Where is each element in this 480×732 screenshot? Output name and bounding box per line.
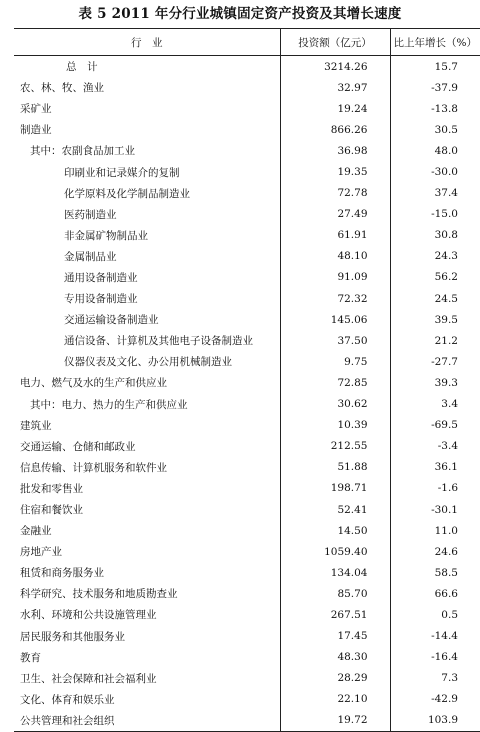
- header-industry: 行 业: [14, 29, 280, 56]
- growth-cell: -42.9: [390, 689, 480, 710]
- industry-cell: 批发和零售业: [20, 482, 83, 495]
- table-header: [14, 29, 480, 56]
- industry-cell: 其中：农副食品加工业: [30, 145, 135, 158]
- industry-cell: 租赁和商务服务业: [20, 567, 104, 580]
- investment-cell: 72.32: [280, 288, 390, 309]
- table-row: [14, 161, 480, 182]
- industry-cell: 金属制品业: [64, 250, 117, 263]
- table-row: [14, 77, 480, 98]
- growth-cell: 30.8: [390, 225, 480, 246]
- growth-cell: -27.7: [390, 351, 480, 372]
- investment-cell: 30.62: [280, 394, 390, 415]
- industry-cell: 总 计: [66, 61, 98, 74]
- growth-cell: 21.2: [390, 330, 480, 351]
- investment-cell: 145.06: [280, 309, 390, 330]
- table-row: [14, 626, 480, 647]
- investment-cell: 17.45: [280, 626, 390, 647]
- investment-cell: 27.49: [280, 204, 390, 225]
- industry-cell: 其中：电力、热力的生产和供应业: [30, 398, 188, 411]
- growth-cell: -69.5: [390, 415, 480, 436]
- table-row: [14, 394, 480, 415]
- table-row: [14, 415, 480, 436]
- industry-cell: 文化、体育和娱乐业: [20, 693, 115, 706]
- industry-cell: 非金属矿物制品业: [64, 229, 148, 242]
- table-row: [14, 478, 480, 499]
- industry-cell: 交通运输、仓储和邮政业: [20, 440, 136, 453]
- growth-cell: 39.3: [390, 372, 480, 393]
- industry-cell: 化学原料及化学制品制造业: [64, 187, 190, 200]
- growth-cell: 15.7: [390, 56, 480, 78]
- industry-cell: 医药制造业: [64, 208, 117, 221]
- investment-cell: 48.30: [280, 647, 390, 668]
- investment-cell: 134.04: [280, 562, 390, 583]
- industry-cell: 房地产业: [20, 546, 62, 559]
- investment-cell: 22.10: [280, 689, 390, 710]
- header-growth: 比上年增长（%）: [390, 29, 480, 56]
- growth-cell: -15.0: [390, 204, 480, 225]
- industry-cell: 水利、环境和公共设施管理业: [20, 609, 157, 622]
- investment-cell: 91.09: [280, 267, 390, 288]
- growth-cell: 0.5: [390, 604, 480, 625]
- growth-cell: 24.5: [390, 288, 480, 309]
- table-row: [14, 140, 480, 161]
- table-row: [14, 710, 480, 732]
- investment-cell: 10.39: [280, 415, 390, 436]
- industry-cell: 制造业: [20, 124, 52, 137]
- table-row: [14, 246, 480, 267]
- investment-cell: 14.50: [280, 520, 390, 541]
- growth-cell: 103.9: [390, 710, 480, 732]
- growth-cell: 48.0: [390, 140, 480, 161]
- investment-cell: 267.51: [280, 604, 390, 625]
- growth-cell: -30.0: [390, 161, 480, 182]
- header-investment: 投资额（亿元）: [280, 29, 390, 56]
- industry-cell: 印刷业和记录媒介的复制: [64, 166, 180, 179]
- investment-cell: 198.71: [280, 478, 390, 499]
- table-row: [14, 436, 480, 457]
- industry-cell: 采矿业: [20, 103, 52, 116]
- growth-cell: -14.4: [390, 626, 480, 647]
- growth-cell: 24.3: [390, 246, 480, 267]
- table-row: [14, 541, 480, 562]
- industry-cell: 信息传输、计算机服务和软件业: [20, 461, 167, 474]
- header-row: [14, 29, 480, 56]
- table-row: [14, 204, 480, 225]
- investment-cell: 85.70: [280, 583, 390, 604]
- investment-cell: 19.24: [280, 98, 390, 119]
- industry-cell: 仪器仪表及文化、办公用机械制造业: [64, 356, 232, 369]
- investment-cell: 72.85: [280, 372, 390, 393]
- industry-cell: 农、林、牧、渔业: [20, 82, 104, 95]
- growth-cell: 36.1: [390, 457, 480, 478]
- investment-table: [14, 28, 480, 732]
- table-row: [14, 647, 480, 668]
- table-title: 表 5 2011 年分行业城镇固定资产投资及其增长速度: [78, 6, 402, 22]
- industry-cell: 通信设备、计算机及其他电子设备制造业: [64, 335, 253, 348]
- growth-cell: 58.5: [390, 562, 480, 583]
- investment-cell: 48.10: [280, 246, 390, 267]
- investment-cell: 3214.26: [280, 56, 390, 78]
- growth-cell: 30.5: [390, 119, 480, 140]
- investment-cell: 51.88: [280, 457, 390, 478]
- growth-cell: 56.2: [390, 267, 480, 288]
- table-row: [14, 457, 480, 478]
- industry-cell: 电力、燃气及水的生产和供应业: [20, 377, 167, 390]
- growth-cell: 3.4: [390, 394, 480, 415]
- investment-cell: 72.78: [280, 183, 390, 204]
- investment-cell: 19.72: [280, 710, 390, 732]
- growth-cell: 24.6: [390, 541, 480, 562]
- industry-cell: 公共管理和社会组织: [14, 710, 280, 732]
- growth-cell: 66.6: [390, 583, 480, 604]
- growth-cell: -1.6: [390, 478, 480, 499]
- industry-cell: 卫生、社会保障和社会福利业: [20, 672, 157, 685]
- table-row: [14, 668, 480, 689]
- table-row: [14, 689, 480, 710]
- industry-cell: 教育: [20, 651, 41, 664]
- investment-cell: 36.98: [280, 140, 390, 161]
- table-row: [14, 267, 480, 288]
- growth-cell: -3.4: [390, 436, 480, 457]
- table-row: [14, 330, 480, 351]
- table-row: [14, 583, 480, 604]
- growth-cell: 39.5: [390, 309, 480, 330]
- table-row: [14, 604, 480, 625]
- industry-cell: 科学研究、技术服务和地质勘查业: [20, 588, 178, 601]
- investment-cell: 19.35: [280, 161, 390, 182]
- growth-cell: 11.0: [390, 520, 480, 541]
- table-row: [14, 119, 480, 140]
- table-row: [14, 520, 480, 541]
- table-row: [14, 288, 480, 309]
- growth-cell: -37.9: [390, 77, 480, 98]
- industry-cell: 居民服务和其他服务业: [20, 630, 125, 643]
- investment-cell: 9.75: [280, 351, 390, 372]
- table-row: [14, 351, 480, 372]
- industry-cell: 交通运输设备制造业: [64, 314, 159, 327]
- table-row: [14, 372, 480, 393]
- growth-cell: -30.1: [390, 499, 480, 520]
- table-row: [14, 225, 480, 246]
- investment-cell: 212.55: [280, 436, 390, 457]
- industry-cell: 专用设备制造业: [64, 293, 138, 306]
- table-row: [14, 183, 480, 204]
- growth-cell: 37.4: [390, 183, 480, 204]
- table-row: [14, 499, 480, 520]
- industry-cell: 建筑业: [20, 419, 52, 432]
- growth-cell: -16.4: [390, 647, 480, 668]
- investment-cell: 28.29: [280, 668, 390, 689]
- investment-cell: 32.97: [280, 77, 390, 98]
- table-row: [14, 56, 480, 78]
- industry-cell: 住宿和餐饮业: [20, 504, 83, 517]
- industry-cell: 通用设备制造业: [64, 271, 138, 284]
- investment-cell: 61.91: [280, 225, 390, 246]
- table-body: [14, 56, 480, 732]
- growth-cell: 7.3: [390, 668, 480, 689]
- table-row: [14, 98, 480, 119]
- investment-cell: 866.26: [280, 119, 390, 140]
- investment-cell: 37.50: [280, 330, 390, 351]
- growth-cell: -13.8: [390, 98, 480, 119]
- investment-cell: 52.41: [280, 499, 390, 520]
- table-row: [14, 562, 480, 583]
- investment-cell: 1059.40: [280, 541, 390, 562]
- table-row: [14, 309, 480, 330]
- industry-cell: 金融业: [20, 525, 52, 538]
